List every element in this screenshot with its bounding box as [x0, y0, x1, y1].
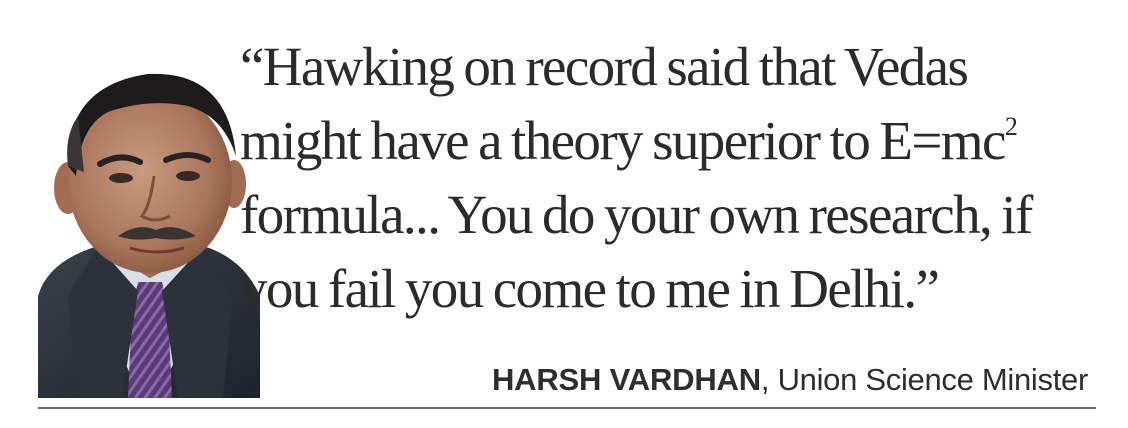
quote-block: [240, 30, 1120, 326]
attribution-separator: ,: [760, 362, 778, 397]
speaker-title: Union Science Minister: [777, 362, 1088, 397]
quote-line-3: formula... You do your own research, if: [240, 184, 1032, 245]
quote-line-2: [240, 104, 1120, 178]
attribution: [492, 362, 1088, 398]
quote-line-4: you fail you come to me in Delhi.”: [240, 258, 939, 319]
quote-line-2-text: might have a theory superior to E=mc: [240, 110, 1005, 171]
superscript-exponent: 2: [1004, 112, 1018, 141]
speaker-portrait: [38, 46, 260, 398]
quote-line-1: “Hawking on record said that Vedas: [240, 36, 968, 97]
speaker-name: HARSH VARDHAN: [491, 362, 761, 397]
bottom-divider: [38, 407, 1096, 409]
